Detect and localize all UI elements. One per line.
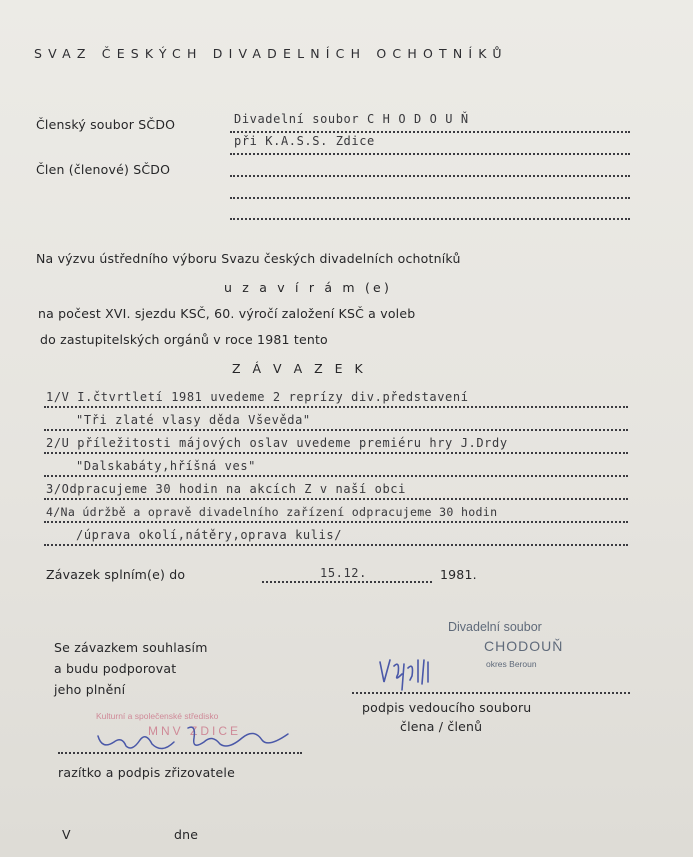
dotted-line bbox=[44, 452, 628, 454]
dotted-line bbox=[44, 429, 628, 431]
pledge-line-2: "Tři zlaté vlasy děda Vševěda" bbox=[76, 413, 311, 427]
intro-line-2: na počest XVI. sjezdu KSČ, 60. výročí založení KSČ a voleb bbox=[38, 306, 416, 321]
deadline-date: 15.12. bbox=[320, 566, 367, 580]
dotted-line bbox=[230, 218, 630, 220]
pledge-line-3: 2/U příležitosti májových oslav uvedeme premiéru hry J.Drdy bbox=[46, 436, 508, 450]
place-v-label: V bbox=[62, 827, 71, 842]
dotted-line bbox=[44, 498, 628, 500]
dotted-line bbox=[44, 521, 628, 523]
pledge-line-7: /úprava okolí,nátěry,oprava kulis/ bbox=[76, 528, 343, 542]
founder-stamp-line-2: MNV ZDICE bbox=[148, 724, 241, 738]
pledge-line-5: 3/Odpracujeme 30 hodin na akcích Z v naší obci bbox=[46, 482, 406, 496]
founder-signature bbox=[92, 720, 292, 760]
ensemble-stamp-line-3: okres Beroun bbox=[486, 659, 537, 669]
pledge-line-1: 1/V I.čtvrtletí 1981 uvedeme 2 reprízy div.představení bbox=[46, 390, 469, 404]
deadline-label: Závazek splním(e) do bbox=[46, 567, 186, 582]
dotted-line bbox=[230, 197, 630, 199]
dotted-line bbox=[230, 131, 630, 133]
agreement-line-2: a budu podporovat bbox=[54, 661, 177, 676]
pledge-line-6: 4/Na údržbě a opravě divadelního zařízení odpracujeme 30 hodin bbox=[46, 505, 498, 519]
ensemble-stamp-line-2: CHODOUŇ bbox=[484, 638, 564, 654]
founder-label: razítko a podpis zřizovatele bbox=[58, 765, 235, 780]
pledge-line-4: "Dalskabáty,hříšná ves" bbox=[76, 459, 256, 473]
ensemble-affiliation-value: při K.A.S.S. Zdice bbox=[234, 134, 375, 148]
dotted-line bbox=[262, 581, 432, 583]
founder-stamp-line-1: Kulturní a společenské středisko bbox=[96, 711, 219, 721]
member-ensemble-label: Členský soubor SČDO bbox=[36, 117, 176, 132]
agreement-line-3: jeho plnění bbox=[54, 682, 126, 697]
document-title: SVAZ ČESKÝCH DIVADELNÍCH OCHOTNÍKŮ bbox=[34, 46, 508, 61]
pledge-heading: Z Á V A Z E K bbox=[232, 361, 367, 376]
dotted-line bbox=[44, 475, 628, 477]
place-date-label: dne bbox=[174, 827, 199, 842]
member-label: Člen (členové) SČDO bbox=[36, 162, 171, 177]
dotted-line bbox=[44, 406, 628, 408]
dotted-line bbox=[44, 544, 628, 546]
intro-line-1: Na výzvu ústředního výboru Svazu českých divadelních ochotníků bbox=[36, 251, 461, 266]
agreement-line-1: Se závazkem souhlasím bbox=[54, 640, 208, 655]
deadline-year: 1981. bbox=[440, 567, 477, 582]
dotted-line bbox=[230, 175, 630, 177]
intro-verb: u z a v í r á m (e) bbox=[224, 280, 393, 295]
ensemble-stamp-line-1: Divadelní soubor bbox=[448, 620, 542, 634]
intro-line-3: do zastupitelských orgánů v roce 1981 tento bbox=[40, 332, 328, 347]
leader-signature-line bbox=[352, 692, 630, 694]
founder-signature-line bbox=[58, 752, 302, 754]
dotted-line bbox=[230, 153, 630, 155]
leader-signature bbox=[374, 656, 454, 696]
ensemble-name-value: Divadelní soubor C H O D O U Ň bbox=[234, 112, 469, 126]
leader-label-2: člena / členů bbox=[400, 719, 483, 734]
leader-label-1: podpis vedoucího souboru bbox=[362, 700, 532, 715]
